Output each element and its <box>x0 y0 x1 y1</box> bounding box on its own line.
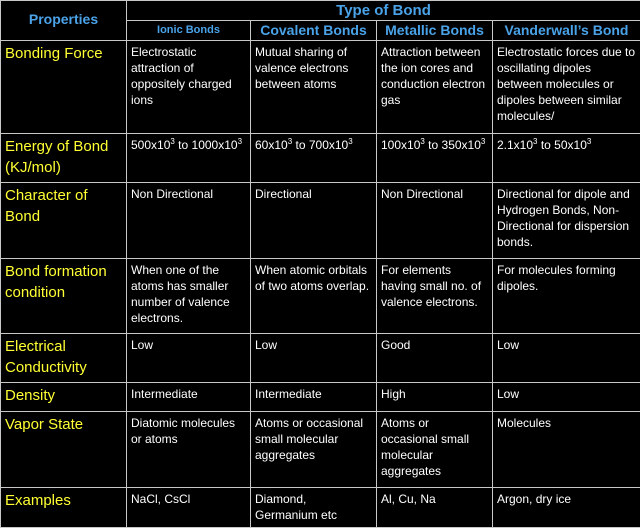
cell-energy-metallic <box>377 133 493 182</box>
table-row <box>1 412 640 488</box>
energy-high-exponent: 3 <box>586 136 592 146</box>
cell-vapor-metallic: Atoms or occasional small molecular aggregates <box>377 412 493 488</box>
row-label-energy-of-bond: Energy of Bond (KJ/mol) <box>1 133 127 182</box>
cell-conductivity-covalent: Low <box>251 334 377 383</box>
energy-low-exponent: 3 <box>287 136 293 146</box>
header-row-top <box>1 1 640 21</box>
energy-range-separator: to <box>174 137 192 152</box>
energy-range-separator: to <box>292 137 309 152</box>
type-of-bond-header: Type of Bond <box>127 1 640 21</box>
cell-bonding-force-covalent: Mutual sharing of valence electrons between atoms <box>251 40 377 133</box>
cell-examples-vanderwall: Argon, dry ice <box>493 488 640 528</box>
energy-range-separator: to <box>537 137 555 152</box>
cell-conductivity-metallic: Good <box>377 334 493 383</box>
energy-high-value: 1000x10 <box>191 137 238 152</box>
cell-energy-ionic <box>127 133 251 182</box>
cell-character-covalent: Directional <box>251 182 377 258</box>
table-row <box>1 182 640 258</box>
energy-range-separator: to <box>424 137 442 152</box>
energy-high-exponent: 3 <box>480 136 486 146</box>
cell-bonding-force-ionic: Electrostatic attraction of oppositely charged ions <box>127 40 251 133</box>
table-row <box>1 382 640 411</box>
cell-formation-vanderwall: For molecules forming dipoles. <box>493 258 640 333</box>
table-row <box>1 258 640 333</box>
cell-formation-metallic: For elements having small no. of valence electrons. <box>377 258 493 333</box>
row-label-bond-formation: Bond formation condition <box>1 258 127 333</box>
energy-high-exponent: 3 <box>237 136 243 146</box>
cell-density-metallic: High <box>377 382 493 411</box>
column-header-vanderwall: Vanderwall’s Bond <box>493 21 640 40</box>
cell-character-vanderwall: Directional for dipole and Hydrogen Bonds, Non- Directional for dispersion bonds. <box>493 182 640 258</box>
cell-character-ionic: Non Directional <box>127 182 251 258</box>
energy-low-exponent: 3 <box>420 136 425 146</box>
column-header-metallic: Metallic Bonds <box>377 21 493 40</box>
row-label-character-of-bond: Character of Bond <box>1 182 127 258</box>
cell-bonding-force-vanderwall: Electrostatic forces due to oscillating dipoles between molecules or dipoles between similar molecules/ <box>493 40 640 133</box>
cell-density-vanderwall: Low <box>493 382 640 411</box>
cell-vapor-covalent: Atoms or occasional small molecular aggregates <box>251 412 377 488</box>
cell-conductivity-vanderwall: Low <box>493 334 640 383</box>
energy-high-value: 50x10 <box>554 137 587 152</box>
cell-vapor-vanderwall: Molecules <box>493 412 640 488</box>
column-header-covalent: Covalent Bonds <box>251 21 377 40</box>
cell-examples-metallic: Al, Cu, Na <box>377 488 493 528</box>
cell-examples-covalent: Diamond, Germanium etc <box>251 488 377 528</box>
energy-low-value: 60x10 <box>255 137 288 152</box>
table-row <box>1 334 640 383</box>
cell-density-covalent: Intermediate <box>251 382 377 411</box>
row-label-bonding-force: Bonding Force <box>1 40 127 133</box>
properties-header: Properties <box>1 1 127 41</box>
energy-high-exponent: 3 <box>348 136 353 146</box>
energy-low-value: 2.1x10 <box>497 137 534 152</box>
energy-low-exponent: 3 <box>170 136 175 146</box>
energy-low-value: 500x10 <box>131 137 171 152</box>
energy-low-value: 100x10 <box>381 137 421 152</box>
column-header-ionic: Ionic Bonds <box>127 21 251 40</box>
cell-bonding-force-metallic: Attraction between the ion cores and conduction electron gas <box>377 40 493 133</box>
cell-formation-ionic: When one of the atoms has smaller number of valence electrons. <box>127 258 251 333</box>
energy-low-exponent: 3 <box>533 136 538 146</box>
row-label-electrical-conductivity: Electrical Conductivity <box>1 334 127 383</box>
cell-conductivity-ionic: Low <box>127 334 251 383</box>
cell-character-metallic: Non Directional <box>377 182 493 258</box>
table-row <box>1 133 640 182</box>
table-row <box>1 40 640 133</box>
energy-high-value: 350x10 <box>441 137 481 152</box>
cell-density-ionic: Intermediate <box>127 382 251 411</box>
cell-energy-covalent <box>251 133 377 182</box>
row-label-density: Density <box>1 382 127 411</box>
cell-energy-vanderwall <box>493 133 640 182</box>
table-row <box>1 488 640 528</box>
cell-formation-covalent: When atomic orbitals of two atoms overlap. <box>251 258 377 333</box>
cell-examples-ionic: NaCl, CsCl <box>127 488 251 528</box>
energy-high-value: 700x10 <box>308 137 349 152</box>
cell-vapor-ionic: Diatomic molecules or atoms <box>127 412 251 488</box>
row-label-examples: Examples <box>1 488 127 528</box>
row-label-vapor-state: Vapor State <box>1 412 127 488</box>
